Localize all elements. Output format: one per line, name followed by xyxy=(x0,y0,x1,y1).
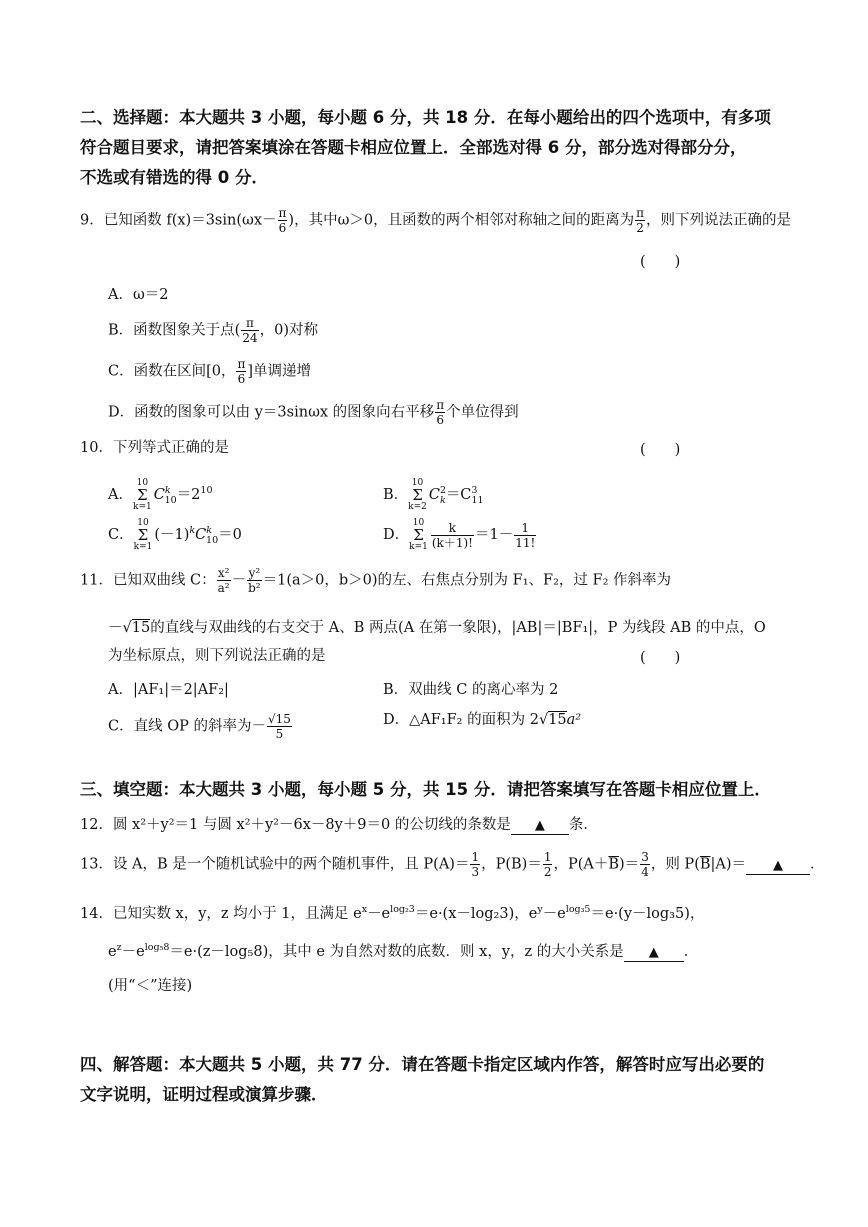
q11-line-3: 为坐标原点，则下列说法正确的是 xyxy=(108,648,326,664)
q11-y-fraction: $\frac{\text{y²}}{\text{b²}}$ xyxy=(248,566,261,595)
sum-symbol: 10 Σ k=1 xyxy=(409,518,428,552)
q11-answer-paren: ( ) xyxy=(640,650,681,666)
q12-answer-blank[interactable] xyxy=(511,817,569,835)
section-2-line-3: 不选或有错选的得 0 分． xyxy=(80,168,268,187)
q9-option-d: D．函数的图象可以由 y＝3sinωx 的图象向右平移 $\frac{\pi}{6}$ 个单位得到 xyxy=(108,398,519,427)
sum-symbol: 10 Σ k=2 xyxy=(408,478,427,512)
q13-pc-fraction: $\frac{3}{4}$ xyxy=(641,850,649,879)
q10-option-c: C．10 Σ $k=1(-1)^kC^k_{10}=0$ xyxy=(108,518,242,552)
sum-symbol: 10 Σ k=1 xyxy=(133,518,153,552)
q11-option-c: C．直线 OP 的斜率为－ $\frac{√15}{5}$ xyxy=(108,712,291,741)
q11-option-d: D．△AF₁F₂ 的面积为 2√15a² xyxy=(383,712,582,728)
question-14-hint: (用“＜”连接) xyxy=(108,978,193,994)
question-14-line-1: 14．已知实数 x，y，z 均小于 1，且满足 $e^x-e^{log_23}=e\cdot(x-\log_23)$，$e^y-e^{log_35}=e\cdot(y-\log_35)$， xyxy=(80,904,705,922)
q9-fraction-pi-2: $\frac{\pi}{2}$ xyxy=(636,206,645,235)
q9-number: 9． xyxy=(80,212,104,229)
q9-answer-paren: ( ) xyxy=(640,254,681,270)
q10-answer-paren: ( ) xyxy=(640,442,681,458)
question-13: 13．设 A，B 是一个随机试验中的两个随机事件，且 P(A)＝ $\frac{1}{3}$ ，P(B)＝ $\frac{1}{2}$ ，$P(A+\overline{B})=$ $\frac{3}{4}$ ，则 $P(\overline{B}|A)=$ ▲ ． xyxy=(80,850,825,879)
section-2-line-2: 符合题目要求，请把答案填涂在答题卡相应位置上．全部选对得 6 分，部分选对得部分分， xyxy=(80,138,747,157)
question-12: 12．圆 x²＋y²＝1 与圆 x²＋y²－6x－8y＋9＝0 的公切线的条数是 ▲ 条． xyxy=(80,817,598,833)
q10-d-fraction-2: $\frac{1}{11!}$ xyxy=(515,520,536,550)
section-2-line-1: 二、选择题：本大题共 3 小题，每小题 6 分，共 18 分．在每小题给出的四个选项中，有多项 xyxy=(80,108,771,127)
triangle-icon: ▲ xyxy=(648,944,659,960)
q9-option-a: A．ω＝2 xyxy=(108,287,169,303)
section-3-header: 三、填空题：本大题共 3 小题，每小题 5 分，共 15 分．请把答案填写在答题卡相应位置上． xyxy=(80,780,771,799)
question-11-stem: 11．已知双曲线 C： $\frac{\text{x²}}{\text{a²}}$ － $\frac{\text{y²}}{\text{b²}}$ ＝1(a＞0，b＞0)的左、右焦点分别为 F₁、F₂，过 F₂ 作斜率为 xyxy=(80,566,671,595)
triangle-icon: ▲ xyxy=(773,857,784,873)
q13-pa-fraction: $\frac{1}{3}$ xyxy=(471,850,480,879)
q13-pb-fraction: $\frac{1}{2}$ xyxy=(543,850,552,879)
q9-stem-c: ，则下列说法正确的是 xyxy=(646,212,792,229)
q10-option-b: B．10 Σ $k=2C^2_k=C^3_{11}$ xyxy=(383,478,484,512)
q10-d-fraction: $\frac{k}{(k+1)!}$ xyxy=(431,520,473,550)
question-10-stem: 10．下列等式正确的是 xyxy=(80,440,229,456)
q10-option-a: A．10 Σ $k=1C^k_{10}=2^{10}$ xyxy=(108,478,213,512)
q10-option-d: D．10 Σ k=1 $\frac{k}{(k+1)!}$ ＝1－ $\frac{1}{11!}$ xyxy=(383,518,536,552)
q11-x-fraction: $\frac{\text{x²}}{\text{a²}}$ xyxy=(217,566,230,595)
section-4-header xyxy=(80,1050,800,1110)
q11-option-a: A．|AF₁|＝2|AF₂| xyxy=(108,682,229,698)
q13-answer-blank[interactable] xyxy=(746,857,810,875)
q11-line-2: －√15的直线与双曲线的右支交于 A、B 两点(A 在第一象限)，|AB|＝|BF₁|，P 为线段 AB 的中点，O xyxy=(108,620,766,636)
q9-b-fraction: $\frac{\pi}{24}$ xyxy=(242,316,258,345)
q11-option-b: B．双曲线 C 的离心率为 2 xyxy=(383,682,559,698)
sum-symbol: 10 Σ k=1 xyxy=(132,478,152,512)
q9-d-fraction: $\frac{\pi}{6}$ xyxy=(436,398,445,427)
triangle-icon: ▲ xyxy=(534,818,545,833)
q9-option-b: B．函数图象关于点( $\frac{\pi}{24}$ ，0)对称 xyxy=(108,316,318,345)
q9-option-c: C．函数在区间[0， $\frac{\pi}{6}$ ]单调递增 xyxy=(108,357,312,386)
question-9-stem xyxy=(80,206,791,235)
question-14-line-2: $e^z-e^{log_58}=e\cdot(z-\log_58)$，其中 e 为自然对数的底数．则 x，y，z 的大小关系是 ▲ ． xyxy=(108,942,699,960)
q11-c-fraction: $\frac{√15}{5}$ xyxy=(267,712,291,741)
section-2-header xyxy=(80,103,800,193)
q9-fraction-pi-6: $\frac{\pi}{6}$ xyxy=(278,206,287,235)
q14-answer-blank[interactable] xyxy=(624,944,684,962)
q9-c-fraction: $\frac{\pi}{6}$ xyxy=(237,357,246,386)
section-4-line-1: 四、解答题：本大题共 5 小题，共 77 分．请在答题卡指定区域内作答，解答时应写出必要的 xyxy=(80,1055,765,1074)
section-4-line-2: 文字说明，证明过程或演算步骤． xyxy=(80,1085,328,1104)
q9-stem-b: )，其中ω＞0，且函数的两个相邻对称轴之间的距离为 xyxy=(288,212,635,229)
q9-stem-a: 已知函数 f(x)＝3sin(ωx－ xyxy=(103,212,277,229)
